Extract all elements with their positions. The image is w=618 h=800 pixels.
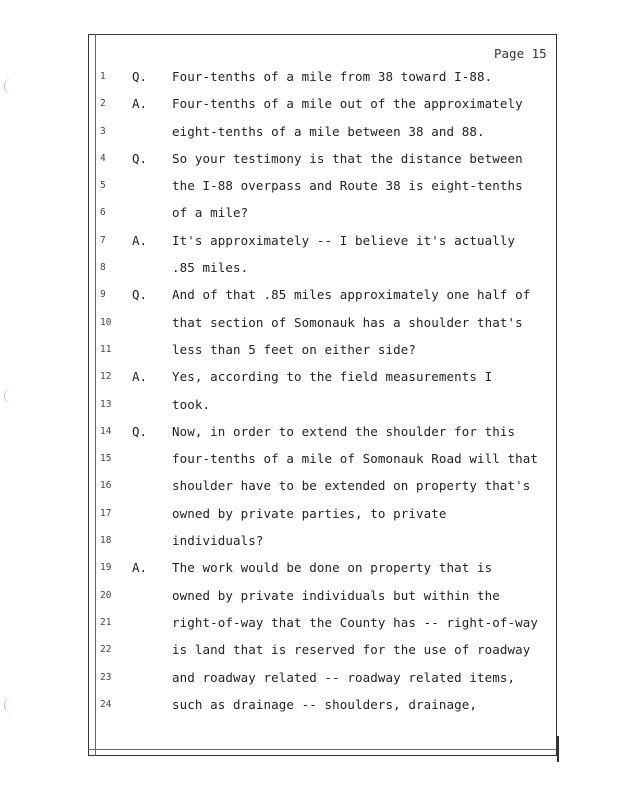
line-number: 2 bbox=[100, 98, 106, 110]
speaker-label: A. bbox=[132, 369, 148, 385]
line-number: 23 bbox=[100, 671, 112, 683]
transcript-line bbox=[0, 531, 618, 558]
transcript-line bbox=[0, 586, 618, 613]
speaker-label: A. bbox=[132, 560, 148, 576]
transcript-line bbox=[0, 176, 618, 203]
line-text: eight-tenths of a mile between 38 and 88. bbox=[172, 123, 485, 139]
transcript-line bbox=[0, 504, 618, 531]
line-text: the I-88 overpass and Route 38 is eight-tenths bbox=[172, 178, 523, 194]
line-number: 9 bbox=[100, 289, 106, 301]
transcript-line bbox=[0, 449, 618, 476]
transcript-line bbox=[0, 94, 618, 121]
line-text: And of that .85 miles approximately one half of bbox=[172, 287, 531, 303]
transcript-line bbox=[0, 313, 618, 340]
line-number: 20 bbox=[100, 589, 112, 601]
transcript-line bbox=[0, 476, 618, 503]
line-number: 12 bbox=[100, 371, 112, 383]
transcript-line bbox=[0, 695, 618, 722]
transcript-lines bbox=[0, 67, 618, 722]
speaker-label: Q. bbox=[132, 423, 148, 439]
line-text: .85 miles. bbox=[172, 260, 249, 276]
line-text: individuals? bbox=[172, 533, 264, 549]
line-number: 7 bbox=[100, 234, 106, 246]
line-number: 6 bbox=[100, 207, 106, 219]
transcript-line bbox=[0, 122, 618, 149]
line-text: shoulder have to be extended on property that's bbox=[172, 478, 531, 494]
transcript-line bbox=[0, 613, 618, 640]
line-number: 21 bbox=[100, 616, 112, 628]
line-number: 5 bbox=[100, 180, 106, 192]
line-number: 22 bbox=[100, 644, 112, 656]
line-text: and roadway related -- roadway related items, bbox=[172, 669, 516, 685]
line-text: less than 5 feet on either side? bbox=[172, 341, 417, 357]
speaker-label: Q. bbox=[132, 150, 148, 166]
line-text: such as drainage -- shoulders, drainage, bbox=[172, 696, 478, 712]
bottom-rule bbox=[88, 749, 557, 750]
line-number: 10 bbox=[100, 316, 112, 328]
line-text: is land that is reserved for the use of roadway bbox=[172, 642, 531, 658]
transcript-line bbox=[0, 640, 618, 667]
line-number: 16 bbox=[100, 480, 112, 492]
transcript-line bbox=[0, 149, 618, 176]
line-number: 14 bbox=[100, 425, 112, 437]
speaker-label: A. bbox=[132, 232, 148, 248]
line-number: 17 bbox=[100, 507, 112, 519]
line-text: Yes, according to the field measurements I bbox=[172, 369, 493, 385]
line-text: owned by private individuals but within the bbox=[172, 587, 500, 603]
line-number: 19 bbox=[100, 562, 112, 574]
corner-mark bbox=[557, 736, 559, 762]
line-text: The work would be done on property that is bbox=[172, 560, 493, 576]
speaker-label: A. bbox=[132, 96, 148, 112]
transcript-line bbox=[0, 285, 618, 312]
transcript-line bbox=[0, 668, 618, 695]
line-number: 13 bbox=[100, 398, 112, 410]
page-number: Page 15 bbox=[494, 46, 547, 61]
line-number: 18 bbox=[100, 535, 112, 547]
line-number: 8 bbox=[100, 262, 106, 274]
line-text: of a mile? bbox=[172, 205, 249, 221]
line-text: four-tenths of a mile of Somonauk Road will that bbox=[172, 451, 539, 467]
line-number: 4 bbox=[100, 152, 106, 164]
transcript-line bbox=[0, 422, 618, 449]
line-text: Now, in order to extend the shoulder for this bbox=[172, 423, 516, 439]
speaker-label: Q. bbox=[132, 287, 148, 303]
transcript-line bbox=[0, 558, 618, 585]
transcript-line bbox=[0, 67, 618, 94]
line-text: that section of Somonauk has a shoulder that's bbox=[172, 314, 523, 330]
line-number: 1 bbox=[100, 71, 106, 82]
transcript-line bbox=[0, 203, 618, 230]
transcript-line bbox=[0, 395, 618, 422]
line-number: 15 bbox=[100, 453, 112, 465]
line-text: Four-tenths of a mile from 38 toward I-88. bbox=[172, 69, 493, 84]
transcript-line bbox=[0, 258, 618, 285]
transcript-line bbox=[0, 340, 618, 367]
transcript-line bbox=[0, 231, 618, 258]
line-text: right-of-way that the County has -- right-of-way bbox=[172, 614, 539, 630]
line-text: So your testimony is that the distance between bbox=[172, 150, 523, 166]
transcript-line bbox=[0, 367, 618, 394]
speaker-label: Q. bbox=[132, 69, 148, 84]
line-number: 11 bbox=[100, 343, 112, 355]
line-text: owned by private parties, to private bbox=[172, 505, 447, 521]
line-text: took. bbox=[172, 396, 211, 412]
line-text: Four-tenths of a mile out of the approximately bbox=[172, 96, 523, 112]
line-number: 3 bbox=[100, 125, 106, 137]
line-text: It's approximately -- I believe it's actually bbox=[172, 232, 516, 248]
line-number: 24 bbox=[100, 698, 112, 710]
